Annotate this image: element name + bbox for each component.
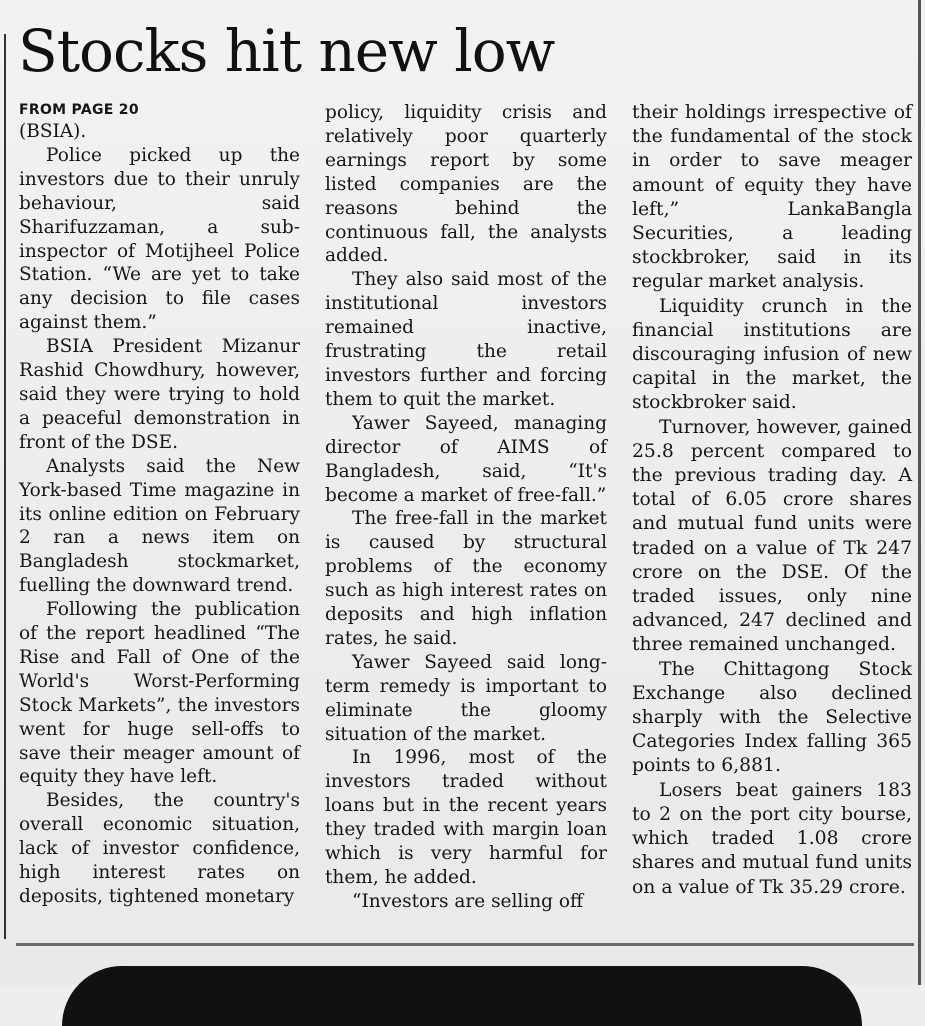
paragraph: Besides, the country's overall economic situation, lack of investor confidence, high interest rates on deposits, tightened monetary: [19, 790, 300, 907]
paragraph: their holdings irrespective of the fundamental of the stock in order to save meager amount of equity they have left,” LankaBangla Securities, a leading stockbroker, said in its regular market analysis.: [632, 102, 912, 293]
column-divider-left: [4, 34, 6, 939]
paragraph: In 1996, most of the investors traded without loans but in the recent years they traded with margin loan which is very harmful for them, he added.: [325, 747, 607, 888]
paragraph: (BSIA).: [19, 121, 87, 142]
paragraph: Analysts said the New York-based Time magazine in its online edition on February 2 ran a news item on Bangladesh stockmarket, fuelling the downward trend.: [19, 455, 300, 597]
paragraph: Losers beat gainers 183 to 2 on the port city bourse, which traded 1.08 crore shares and mutual fund units on a value of Tk 35.29 crore.: [632, 779, 912, 898]
headline: Stocks hit new low: [18, 17, 555, 85]
article-column-1: [19, 101, 300, 909]
paragraph: Yawer Sayeed said long-term remedy is important to eliminate the gloomy situation of the market.: [325, 651, 607, 745]
paragraph: Following the publication of the report headlined “The Rise and Fall of One of the World's Worst-Performing Stock Markets”, the investors went for huge sell-offs to save their meager amount of equity they have left.: [19, 599, 300, 788]
paragraph: They also said most of the institutional investors remained inactive, frustrating the retail investors further and forcing them to quit the market.: [325, 269, 607, 410]
paragraph: policy, liquidity crisis and relatively poor quarterly earnings report by some listed companies are the reasons behind the continuous fall, the analysts added.: [325, 102, 607, 267]
bottom-rule: [16, 943, 914, 946]
paragraph: Liquidity crunch in the financial institutions are discouraging infusion of new capital in the market, the stockbroker said.: [632, 295, 912, 414]
continued-from-label: FROM PAGE 20: [19, 102, 139, 118]
next-section-panel: [62, 966, 862, 1026]
paragraph: BSIA President Mizanur Rashid Chowdhury, however, said they were trying to hold a peaceful demonstration in front of the DSE.: [19, 336, 300, 453]
paragraph: Turnover, however, gained 25.8 percent compared to the previous trading day. A total of 6.05 crore shares and mutual fund units were traded on a value of Tk 247 crore on the DSE. Of the traded issues, only nine advanced, 247 declined and three remained unchanged.: [632, 416, 912, 656]
paragraph: The free-fall in the market is caused by structural problems of the economy such as high interest rates on deposits and high inflation rates, he said.: [325, 508, 607, 649]
paragraph: The Chittagong Stock Exchange also declined sharply with the Selective Categories Index falling 365 points to 6,881.: [632, 658, 912, 777]
page-edge-rule: [918, 0, 921, 985]
article-column-2: [325, 101, 607, 914]
paragraph: Police picked up the investors due to their unruly behaviour, said Sharifuzzaman, a sub-inspector of Motijheel Police Station. “We are yet to take any decision to file cases against them.”: [19, 144, 300, 334]
article-column-3: [632, 101, 912, 900]
paragraph: “Investors are selling off: [352, 890, 584, 912]
paragraph: Yawer Sayeed, managing director of AIMS of Bangladesh, said, “It's become a market of free-fall.”: [325, 412, 607, 506]
